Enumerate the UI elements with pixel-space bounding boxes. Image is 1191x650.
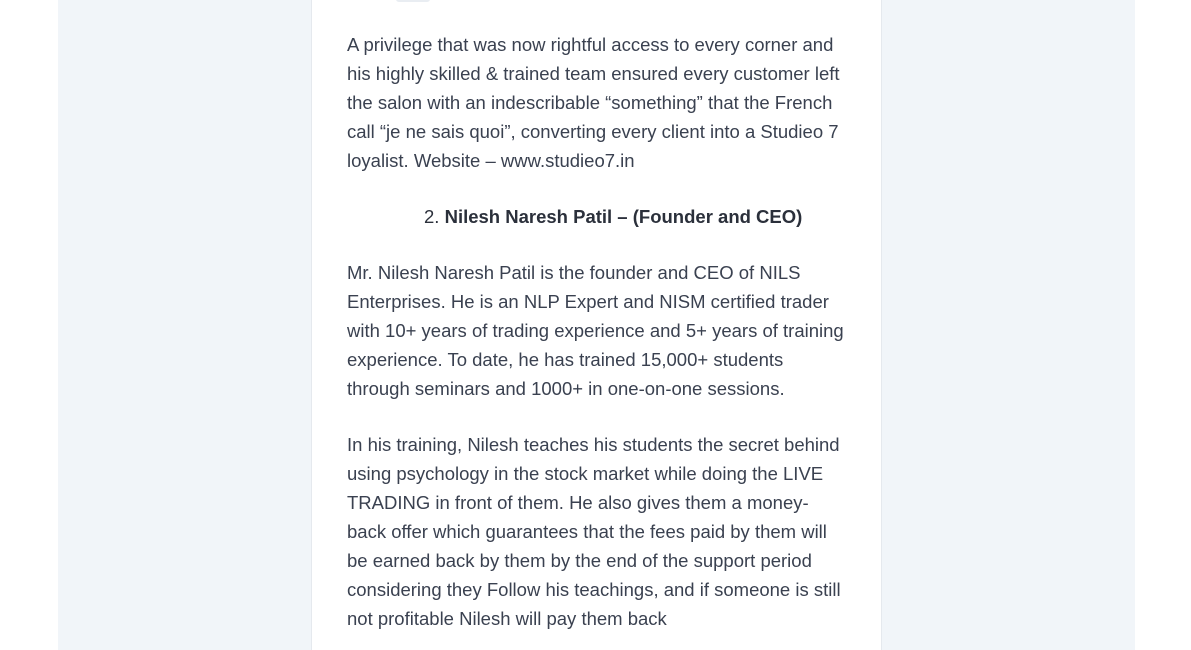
article-paragraph-1: A privilege that was now rightful access to every corner and his highly skilled & trained team ensured every customer left the salon with an indescribable “something” that the French call “je ne sais quoi”, converting every client into a Studieo 7 loyalist. Website – www.studieo7.in	[347, 34, 840, 171]
article-body	[347, 30, 847, 650]
section-heading-title: Nilesh Naresh Patil – (Founder and CEO)	[444, 206, 803, 227]
article-paragraph-2: Mr. Nilesh Naresh Patil is the founder and CEO of NILS Enterprises. He is an NLP Expert and NISM certified trader with 10+ years of trading experience and 5+ years of training experience. To date, he has trained 15,000+ students through seminars and 1000+ in one-on-one sessions.	[347, 262, 844, 399]
article-card	[311, 0, 882, 650]
section-heading-number: 2.	[424, 206, 440, 227]
section-heading	[347, 202, 847, 231]
previous-content-stub	[396, 0, 430, 2]
article-paragraph-3: In his training, Nilesh teaches his students the secret behind using psychology in the stock market while doing the LIVE TRADING in front of them. He also gives them a money-back offer which guarantees that the fees paid by them will be earned back by them by the end of the support period considering they Follow his teachings, and if someone is still not profitable Nilesh will pay them back	[347, 434, 841, 629]
